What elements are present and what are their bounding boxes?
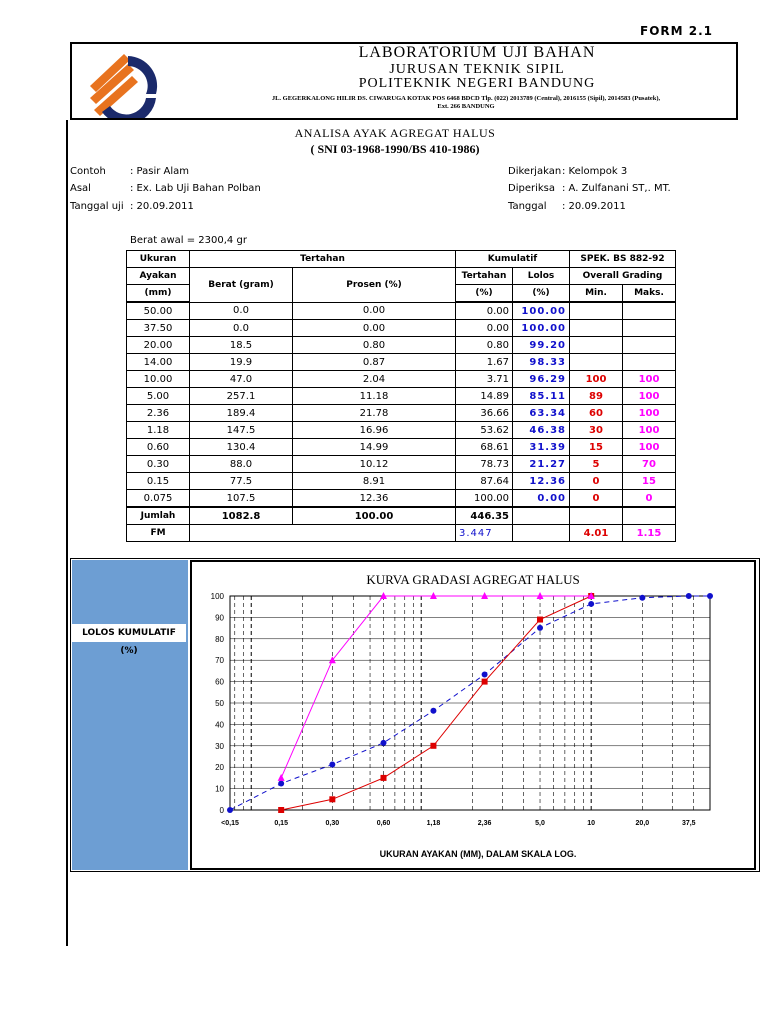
min-cell: 0	[570, 490, 623, 508]
address-line-1: JL. GEGERKALONG HILIR DS. CIWARUGA KOTAK POS 6468 BDCD Tlp. (022) 2013789 (Central), 2016155 (Sipil), 2014583 (Pusatek),	[271, 95, 661, 102]
data-point	[482, 671, 488, 677]
lolos-cell: 0.00	[513, 490, 570, 508]
data-point	[430, 743, 436, 749]
jumlah-kumulatif: 446.35	[456, 507, 513, 525]
lolos-cell: 98.33	[513, 354, 570, 371]
berat-cell: 19.9	[190, 354, 293, 371]
header-maks: Maks.	[623, 285, 676, 303]
y-tick-label: 60	[215, 677, 224, 687]
table-row	[127, 405, 676, 422]
series-line-maks	[281, 596, 591, 778]
kumulatif-cell: 0.00	[456, 302, 513, 320]
min-cell	[570, 320, 623, 337]
jumlah-min	[570, 507, 623, 525]
kumulatif-cell: 14.89	[456, 388, 513, 405]
header-tertahan: Tertahan	[190, 251, 456, 268]
sieve-size: 50.00	[127, 302, 190, 320]
prosen-cell: 0.80	[293, 337, 456, 354]
header-kum-pct2: (%)	[513, 285, 570, 303]
min-cell: 0	[570, 473, 623, 490]
berat-cell: 47.0	[190, 371, 293, 388]
data-point	[278, 781, 284, 787]
maks-cell	[623, 302, 676, 320]
x-tick-label: 0,60	[376, 820, 391, 827]
data-point	[329, 796, 335, 802]
table-row	[127, 422, 676, 439]
chart-title: KURVA GRADASI AGREGAT HALUS	[366, 572, 580, 587]
jumlah-prosen: 100.00	[293, 507, 456, 525]
header-mm: (mm)	[127, 285, 190, 303]
berat-cell: 0.0	[190, 320, 293, 337]
y-tick-label: 70	[215, 656, 224, 666]
tanggal-uji-value: : 20.09.2011	[130, 201, 194, 212]
x-axis-title: UKURAN AYAKAN (MM), DALAM SKALA LOG.	[379, 849, 577, 859]
contoh-value: : Pasir Alam	[130, 166, 190, 177]
table-row	[127, 337, 676, 354]
berat-cell: 257.1	[190, 388, 293, 405]
x-tick-label: 37,5	[681, 820, 696, 827]
min-cell: 60	[570, 405, 623, 422]
diperiksa-label: Diperiksa	[508, 183, 555, 194]
y-tick-label: 40	[215, 720, 224, 730]
berat-cell: 147.5	[190, 422, 293, 439]
berat-awal: Berat awal = 2300,4 gr	[130, 235, 247, 246]
prosen-cell: 16.96	[293, 422, 456, 439]
maks-cell: 100	[623, 371, 676, 388]
prosen-cell: 12.36	[293, 490, 456, 508]
kumulatif-cell: 36.66	[456, 405, 513, 422]
fm-value: 3.447	[456, 525, 513, 542]
maks-cell	[623, 337, 676, 354]
fm-maks: 1.15	[623, 525, 676, 542]
contoh-label: Contoh	[70, 166, 106, 177]
prosen-cell: 0.00	[293, 302, 456, 320]
table-row	[127, 490, 676, 508]
x-tick-label: 0,15	[274, 820, 288, 827]
fm-lolos-blank	[513, 525, 570, 542]
table-row	[127, 320, 676, 337]
prosen-cell: 8.91	[293, 473, 456, 490]
header-overall-grading: Overall Grading	[570, 268, 676, 285]
kumulatif-cell: 0.00	[456, 320, 513, 337]
x-tick-label: 2,36	[477, 820, 492, 827]
axes	[211, 592, 710, 827]
sieve-size: 0.15	[127, 473, 190, 490]
sieve-analysis-table	[126, 250, 676, 542]
x-tick-label: 10	[587, 820, 596, 827]
x-tick-label: <0,15	[221, 820, 239, 827]
lolos-cell: 96.29	[513, 371, 570, 388]
berat-cell: 130.4	[190, 439, 293, 456]
maks-cell: 70	[623, 456, 676, 473]
jumlah-label: Jumlah	[127, 507, 190, 525]
dikerjakan-value: : Kelompok 3	[562, 166, 628, 177]
sieve-size: 0.60	[127, 439, 190, 456]
y-tick-label: 100	[210, 592, 224, 601]
kumulatif-cell: 0.80	[456, 337, 513, 354]
address	[196, 95, 736, 111]
data-point	[588, 601, 594, 607]
min-cell: 15	[570, 439, 623, 456]
header-berat: Berat (gram)	[190, 268, 293, 303]
min-cell: 5	[570, 456, 623, 473]
kumulatif-cell: 68.61	[456, 439, 513, 456]
standard-reference: ( SNI 03-1968-1990/BS 410-1986)	[310, 142, 480, 156]
kumulatif-cell: 78.73	[456, 456, 513, 473]
x-tick-label: 5,0	[535, 820, 545, 827]
y-tick-label: 30	[215, 741, 224, 751]
form-number: FORM 2.1	[640, 24, 714, 38]
maks-cell: 100	[623, 439, 676, 456]
table-row	[127, 371, 676, 388]
sieve-size: 2.36	[127, 405, 190, 422]
min-cell: 30	[570, 422, 623, 439]
table-row	[127, 456, 676, 473]
maks-cell	[623, 354, 676, 371]
lolos-cell: 100.00	[513, 320, 570, 337]
data-point	[639, 595, 645, 601]
kumulatif-cell: 3.71	[456, 371, 513, 388]
prosen-cell: 0.00	[293, 320, 456, 337]
kumulatif-cell: 100.00	[456, 490, 513, 508]
y-tick-label: 50	[215, 699, 224, 708]
x-tick-label: 20,0	[635, 820, 650, 827]
sieve-size: 1.18	[127, 422, 190, 439]
header-ayakan: Ayakan	[127, 268, 190, 285]
dikerjakan-label: Dikerjakan	[508, 166, 562, 177]
lolos-cell: 100.00	[513, 302, 570, 320]
tanggal-label: Tanggal	[508, 201, 547, 212]
maks-cell: 100	[623, 422, 676, 439]
series	[227, 592, 713, 813]
sieve-size: 20.00	[127, 337, 190, 354]
grid	[230, 596, 710, 810]
lolos-cell: 85.11	[513, 388, 570, 405]
maks-cell: 0	[623, 490, 676, 508]
y-tick-label: 90	[215, 613, 224, 623]
sieve-size: 0.30	[127, 456, 190, 473]
prosen-cell: 10.12	[293, 456, 456, 473]
kumulatif-cell: 87.64	[456, 473, 513, 490]
prosen-cell: 2.04	[293, 371, 456, 388]
address-line-2: Ext. 266 BANDUNG	[437, 103, 495, 110]
berat-cell: 0.0	[190, 302, 293, 320]
berat-cell: 18.5	[190, 337, 293, 354]
lolos-cell: 31.39	[513, 439, 570, 456]
header-lolos: Lolos	[513, 268, 570, 285]
table-row	[127, 473, 676, 490]
lolos-cell: 46.38	[513, 422, 570, 439]
maks-cell: 100	[623, 405, 676, 422]
data-point	[537, 625, 543, 631]
tanggal-uji-label: Tanggal uji	[70, 201, 124, 212]
header-spek: SPEK. BS 882-92	[570, 251, 676, 268]
institution-name: POLITEKNIK NEGERI BANDUNG	[358, 76, 596, 91]
sieve-size: 0.075	[127, 490, 190, 508]
lolos-cell: 12.36	[513, 473, 570, 490]
fm-min: 4.01	[570, 525, 623, 542]
header-prosen: Prosen (%)	[293, 268, 456, 303]
data-point	[686, 593, 692, 599]
chart-sidebar	[72, 560, 188, 870]
data-point	[707, 593, 713, 599]
header-min: Min.	[570, 285, 623, 303]
fm-label: FM	[127, 525, 190, 542]
kumulatif-cell: 53.62	[456, 422, 513, 439]
x-tick-label: 1,18	[426, 820, 441, 827]
table-row	[127, 302, 676, 320]
lolos-cell: 21.27	[513, 456, 570, 473]
lab-name: LABORATORIUM UJI BAHAN	[358, 44, 596, 61]
gradation-chart	[190, 560, 756, 870]
prosen-cell: 14.99	[293, 439, 456, 456]
min-cell: 89	[570, 388, 623, 405]
data-point	[227, 807, 233, 813]
data-point	[537, 617, 543, 623]
min-cell: 100	[570, 371, 623, 388]
jumlah-maks	[623, 507, 676, 525]
data-point	[381, 775, 387, 781]
x-tick-label: 0,30	[325, 820, 340, 827]
lolos-cell: 63.34	[513, 405, 570, 422]
prosen-cell: 21.78	[293, 405, 456, 422]
min-cell	[570, 337, 623, 354]
kumulatif-cell: 1.67	[456, 354, 513, 371]
y-tick-label: 10	[215, 784, 224, 794]
sieve-size: 10.00	[127, 371, 190, 388]
diperiksa-value: : A. Zulfanani ST,. MT.	[562, 183, 671, 194]
maks-cell	[623, 320, 676, 337]
maks-cell: 15	[623, 473, 676, 490]
sieve-size: 14.00	[127, 354, 190, 371]
data-point	[381, 740, 387, 746]
berat-cell: 77.5	[190, 473, 293, 490]
fm-blank	[190, 525, 456, 542]
berat-cell: 107.5	[190, 490, 293, 508]
y-tick-label: 0	[219, 806, 224, 815]
sieve-size: 5.00	[127, 388, 190, 405]
tanggal-value: : 20.09.2011	[562, 201, 626, 212]
min-cell	[570, 354, 623, 371]
table-row	[127, 439, 676, 456]
min-cell	[570, 302, 623, 320]
data-point	[329, 761, 335, 767]
table-row	[127, 388, 676, 405]
jumlah-berat: 1082.8	[190, 507, 293, 525]
berat-cell: 189.4	[190, 405, 293, 422]
y-tick-label: 20	[215, 763, 224, 773]
table-row	[127, 354, 676, 371]
left-margin-rule	[66, 120, 68, 946]
header-ukuran: Ukuran	[127, 251, 190, 268]
header-kumulatif: Kumulatif	[456, 251, 570, 268]
prosen-cell: 0.87	[293, 354, 456, 371]
maks-cell: 100	[623, 388, 676, 405]
document-title: ANALISA AYAK AGREGAT HALUS	[294, 126, 496, 140]
data-point	[278, 807, 284, 813]
asal-label: Asal	[70, 183, 91, 194]
data-point	[482, 679, 488, 685]
berat-cell: 88.0	[190, 456, 293, 473]
y-tick-label: 80	[215, 634, 224, 644]
jumlah-lolos	[513, 507, 570, 525]
sieve-size: 37.50	[127, 320, 190, 337]
lolos-cell: 99.20	[513, 337, 570, 354]
institution-logo-icon	[84, 46, 164, 118]
header-kum-tertahan: Tertahan	[456, 268, 513, 285]
data-point	[278, 774, 285, 781]
asal-value: : Ex. Lab Uji Bahan Polban	[130, 183, 261, 194]
data-point	[430, 708, 436, 714]
department-name: JURUSAN TEKNIK SIPIL	[389, 62, 565, 77]
prosen-cell: 11.18	[293, 388, 456, 405]
y-axis-title: LOLOS KUMULATIF (%)	[72, 624, 186, 642]
header-kum-pct1: (%)	[456, 285, 513, 303]
